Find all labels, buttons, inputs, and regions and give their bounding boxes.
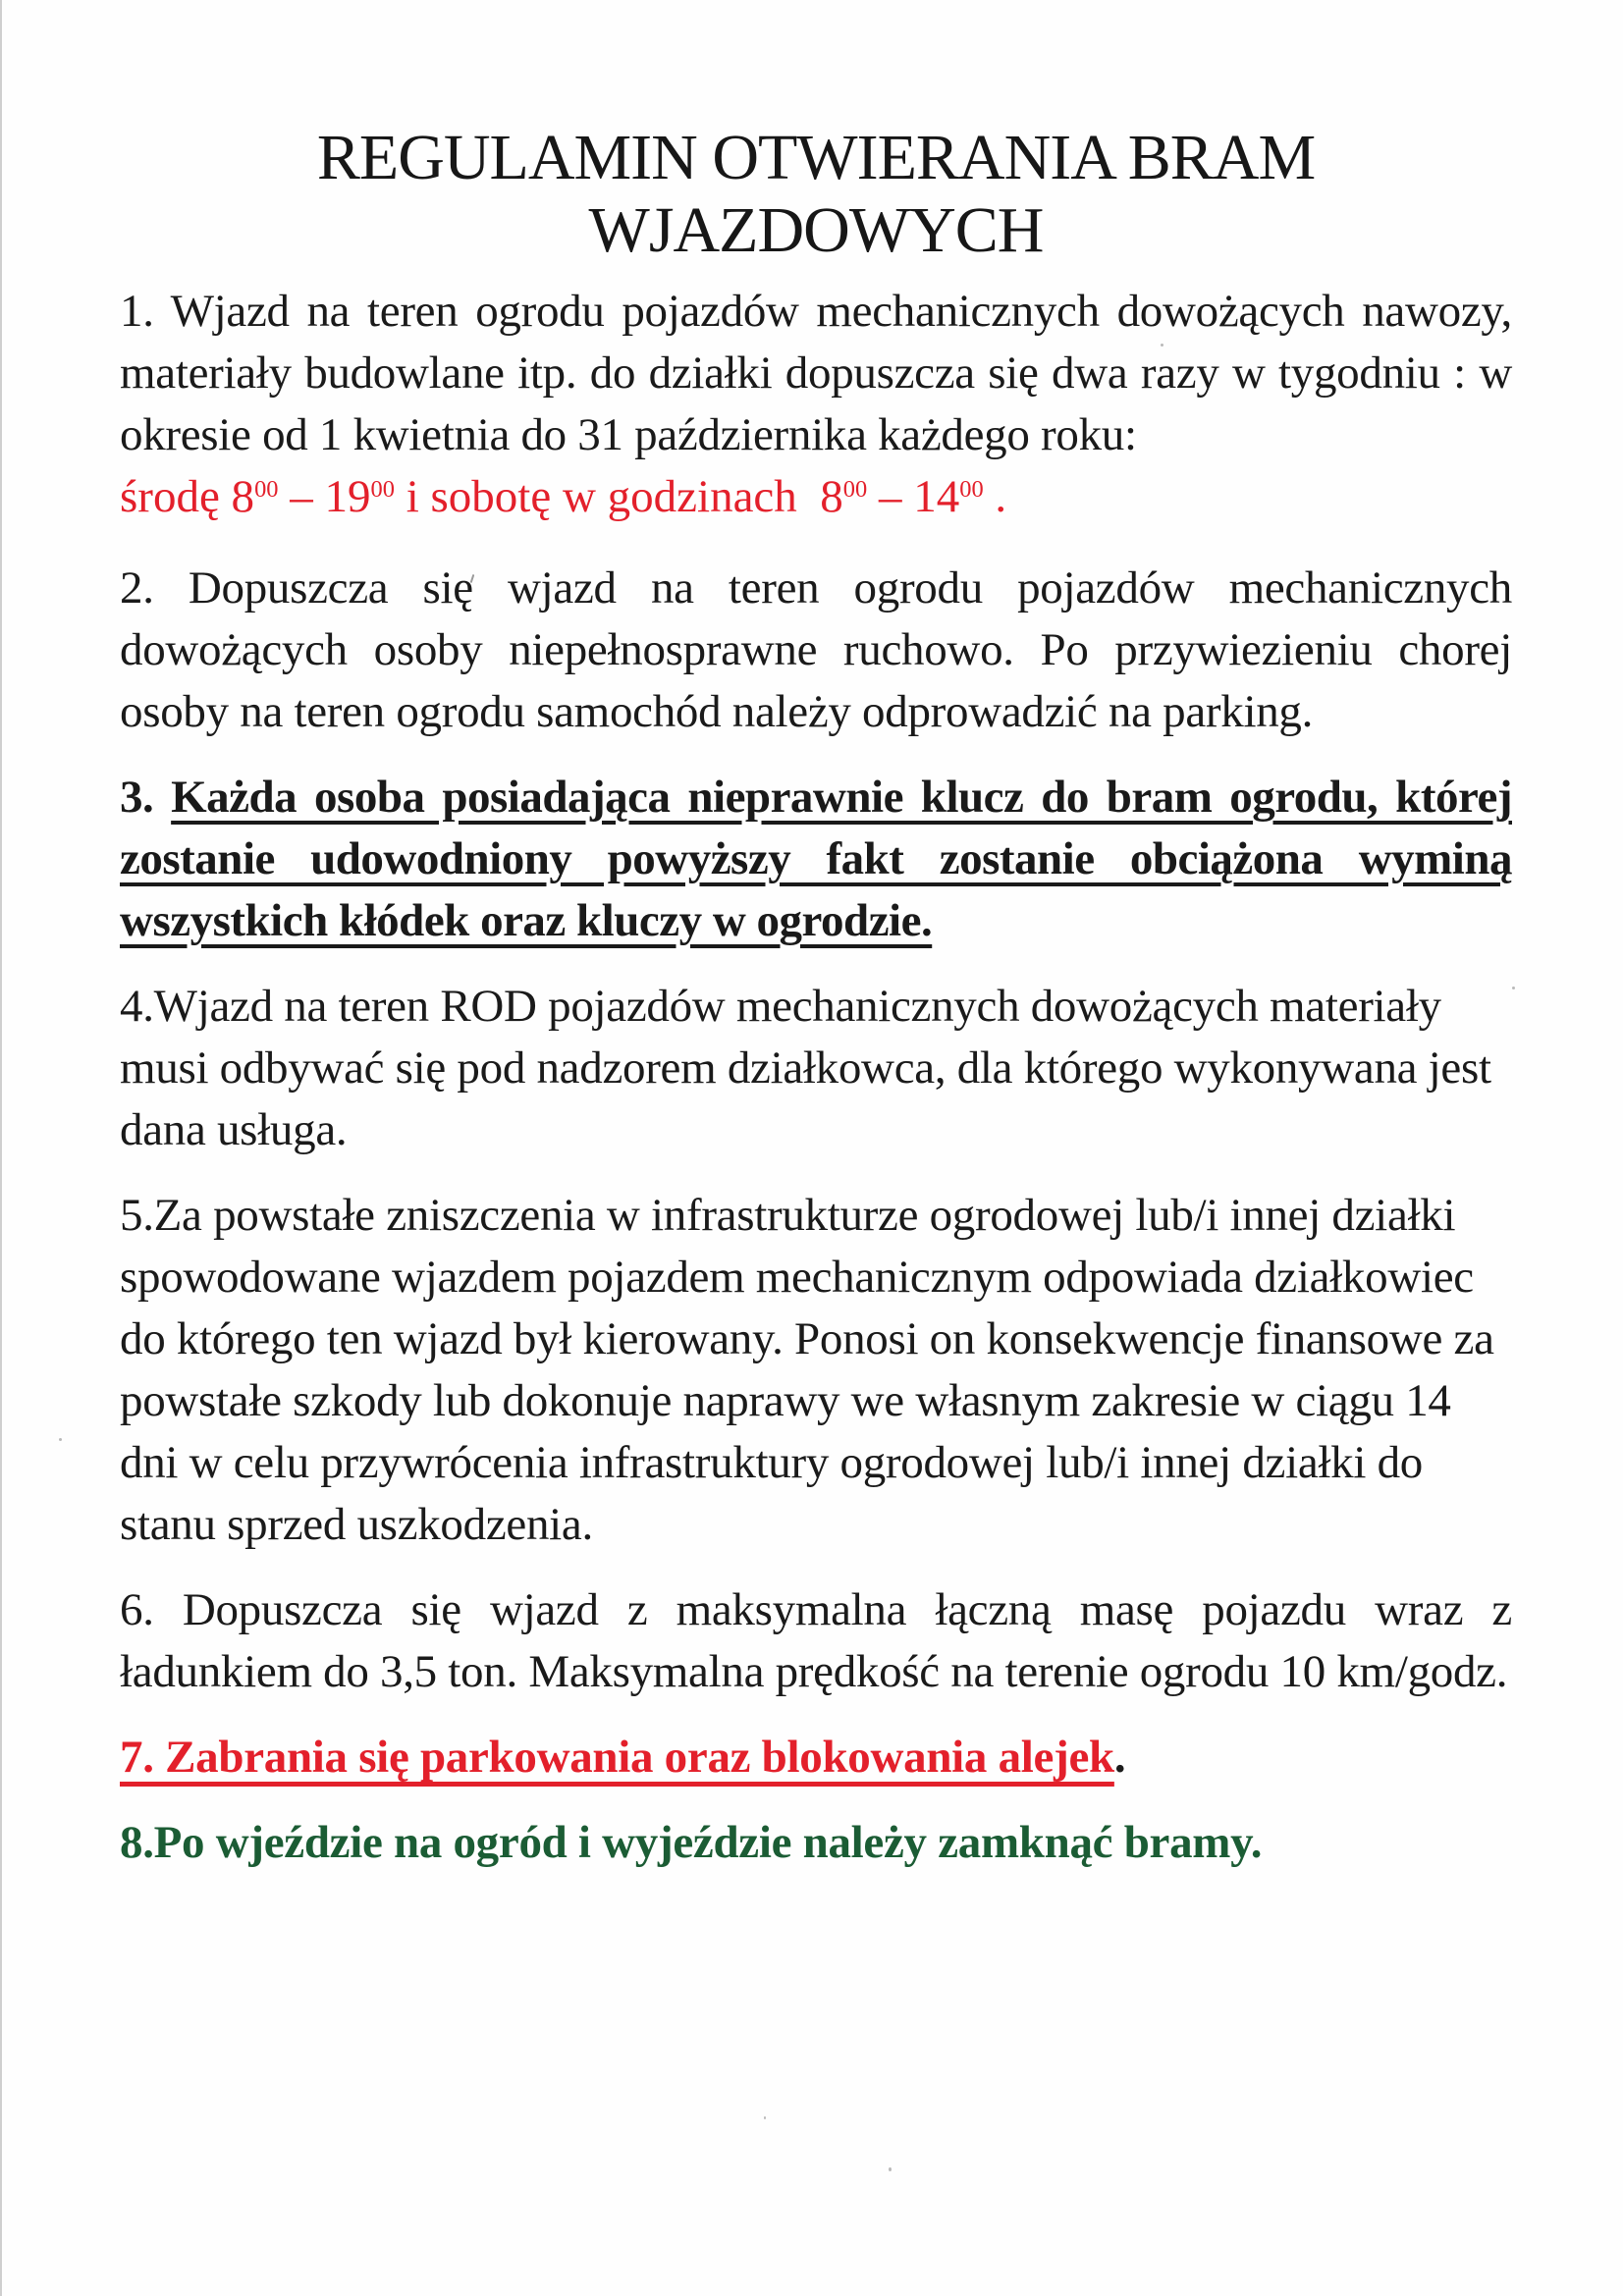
title-line-1: REGULAMIN OTWIERANIA BRAM bbox=[316, 122, 1316, 193]
paragraph-3-number: 3. bbox=[120, 772, 172, 823]
paragraph-8: 8.Po wjeździe na ogród i wyjeździe należy zamknąć bramy. bbox=[120, 1817, 1263, 1868]
document-title bbox=[120, 122, 1512, 267]
paragraph-6: 6. Dopuszcza się wjazd z maksymalna łączną masę pojazdu wraz z ładunkiem do 3,5 ton. Maksymalna prędkość na terenie ogrodu 10 km/godz. bbox=[120, 1584, 1512, 1697]
paragraph-2: 2. Dopuszcza się wjazd na teren ogrodu pojazdów mechanicznych dowożących osoby niepełnosprawne ruchowo. Po przywiezieniu chorej osoby na teren ogrodu samochód należy odprowadzić na parking. bbox=[120, 562, 1512, 737]
paragraph-5: 5.Za powstałe zniszczenia w infrastrukturze ogrodowej lub/i innej działki spowodowane wjazdem pojazdem mechanicznym odpowiada działkowiec do którego ten wjazd był kierowany. Ponosi on konsekwencje finansowe za powstałe szkody lub dokonuje naprawy we własnym zakresie w ciągu 14 dni w celu przywrócenia infrastruktury ogrodowej lub/i innej działki do stanu sprzed uszkodzenia. bbox=[120, 1190, 1494, 1550]
opening-hours-line: środę $8^{00} - 19^{00}$ i sobotę w godzinach $8^{00} - 14^{00}$ . bbox=[120, 471, 1007, 522]
paragraph-7-red-text: 7. Zabrania się parkowania oraz blokowania alejek bbox=[120, 1732, 1114, 1783]
paragraph-3-underlined-text: Każda osoba posiadająca nieprawnie klucz do bram ogrodu, której zostanie udowodniony powyższy fakt zostanie obciążona wyminą wszystkich kłódek oraz kluczy w ogrodzie. bbox=[120, 772, 1512, 946]
title-line-2: WJAZDOWYCH bbox=[588, 194, 1044, 266]
paragraph-7-period: . bbox=[1113, 1732, 1126, 1783]
document-content bbox=[120, 0, 1512, 1874]
paragraph-1: 1. Wjazd na teren ogrodu pojazdów mechanicznych dowożących nawozy, materiały budowlane itp. do działki dopuszcza się dwa razy w tygodniu : w okresie od 1 kwietnia do 31 października każdego roku: bbox=[120, 286, 1512, 460]
paragraph-7 bbox=[120, 1727, 1512, 1789]
scan-edge-artifact bbox=[0, 0, 2, 2296]
paragraph-3 bbox=[120, 767, 1512, 952]
paragraph-4: 4.Wjazd na teren ROD pojazdów mechanicznych dowożących materiały musi odbywać się pod nadzorem działkowca, dla którego wykonywana jest dana usługa. bbox=[120, 981, 1491, 1155]
